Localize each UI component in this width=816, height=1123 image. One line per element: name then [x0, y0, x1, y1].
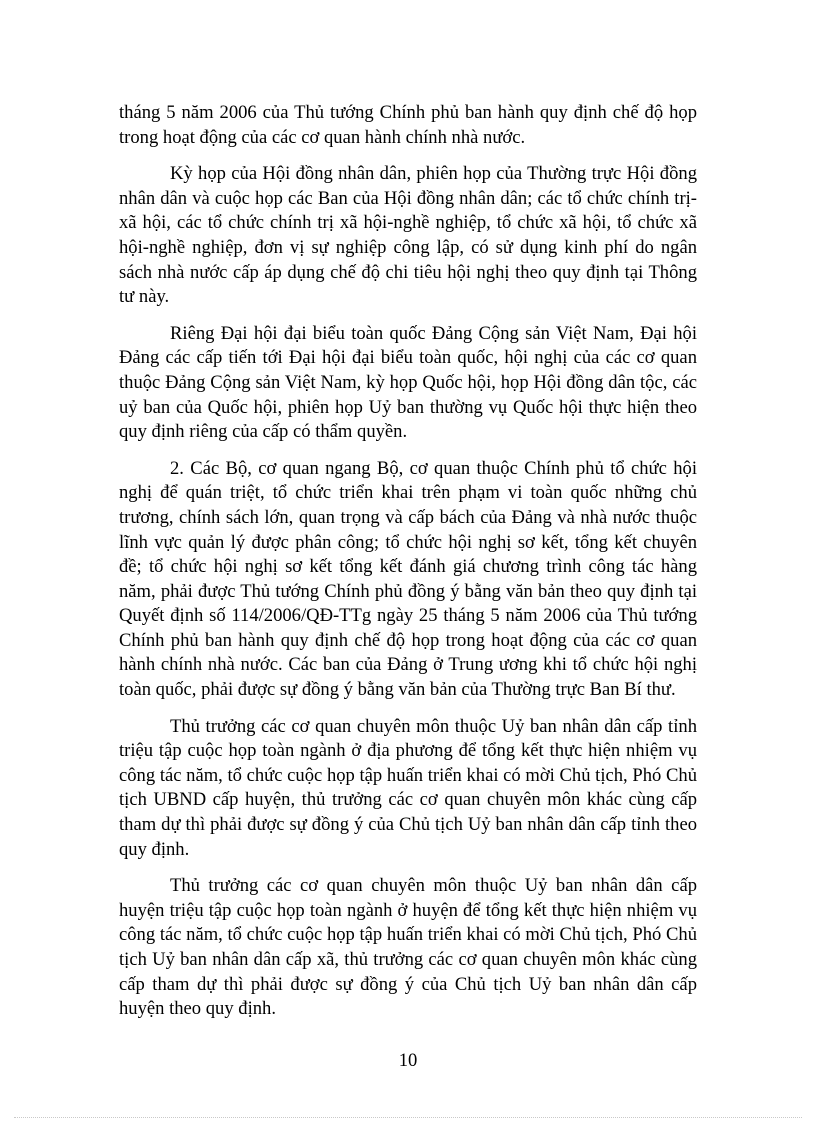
paragraph-district-agencies: Thủ trưởng các cơ quan chuyên môn thuộc Uỷ ban nhân dân cấp huyện triệu tập cuộc họp toàn ngành ở huyện để tổng kết thực hiện nhiệm vụ công tác năm, tổ chức cuộc họp tập huấn triển khai có mời Chủ tịch, Phó Chủ tịch Uỷ ban nhân dân cấp xã, thủ trưởng các cơ quan chuyên môn khác cùng cấp tham dự thì phải được sự đồng ý của Chủ tịch Uỷ ban nhân dân cấp huyện theo quy định.	[119, 875, 697, 1020]
page-number: 10	[398, 1050, 418, 1071]
paragraph-continuation: tháng 5 năm 2006 của Thủ tướng Chính phủ ban hành quy định chế độ họp trong hoạt động của các cơ quan hành chính nhà nước.	[119, 102, 697, 148]
document-body	[119, 101, 697, 1034]
paragraph-party-congress: Riêng Đại hội đại biểu toàn quốc Đảng Cộng sản Việt Nam, Đại hội Đảng các cấp tiến tới Đại hội đại biểu toàn quốc, hội nghị của các cơ quan thuộc Đảng Cộng sản Việt Nam, kỳ họp Quốc hội, họp Hội đồng dân tộc, các uỷ ban của Quốc hội, phiên họp Uỷ ban thường vụ Quốc hội thực hiện theo quy định riêng của cấp có thẩm quyền.	[119, 322, 697, 443]
paragraph-ministries: 2. Các Bộ, cơ quan ngang Bộ, cơ quan thuộc Chính phủ tổ chức hội nghị để quán triệt, tổ chức triển khai trên phạm vi toàn quốc những chủ trương, chính sách lớn, quan trọng và cấp bách của Đảng và nhà nước thuộc lĩnh vực quản lý được phân công; tổ chức hội nghị sơ kết, tổng kết chuyên đề; tổ chức hội nghị sơ kết tổng kết đánh giá chương trình công tác hàng năm, phải được Thủ tướng Chính phủ đồng ý bằng văn bản theo quy định tại Quyết định số 114/2006/QĐ-TTg ngày 25 tháng 5 năm 2006 của Thủ tướng Chính phủ ban hành quy định chế độ họp trong hoạt động của các cơ quan hành chính nhà nước. Các ban của Đảng ở Trung ương khi tổ chức hội nghị toàn quốc, phải được sự đồng ý bằng văn bản của Thường trực Ban Bí thư.	[119, 457, 697, 701]
paragraph-provincial-agencies: Thủ trưởng các cơ quan chuyên môn thuộc Uỷ ban nhân dân cấp tỉnh triệu tập cuộc họp toàn ngành ở địa phương để tổng kết thực hiện nhiệm vụ công tác năm, tổ chức cuộc họp tập huấn triển khai có mời Chủ tịch, Phó Chủ tịch UBND cấp huyện, thủ trưởng các cơ quan chuyên môn khác cùng cấp tham dự thì phải được sự đồng ý của Chủ tịch Uỷ ban nhân dân cấp tỉnh theo quy định.	[119, 715, 697, 860]
footer-divider	[14, 1117, 802, 1118]
paragraph-council-meetings: Kỳ họp của Hội đồng nhân dân, phiên họp của Thường trực Hội đồng nhân dân và cuộc họp các Ban của Hội đồng nhân dân; các tổ chức chính trị-xã hội, các tổ chức chính trị xã hội-nghề nghiệp, tổ chức xã hội, tổ chức xã hội-nghề nghiệp, đơn vị sự nghiệp công lập, có sử dụng kinh phí do ngân sách nhà nước cấp áp dụng chế độ chi tiêu hội nghị theo quy định tại Thông tư này.	[119, 163, 697, 308]
